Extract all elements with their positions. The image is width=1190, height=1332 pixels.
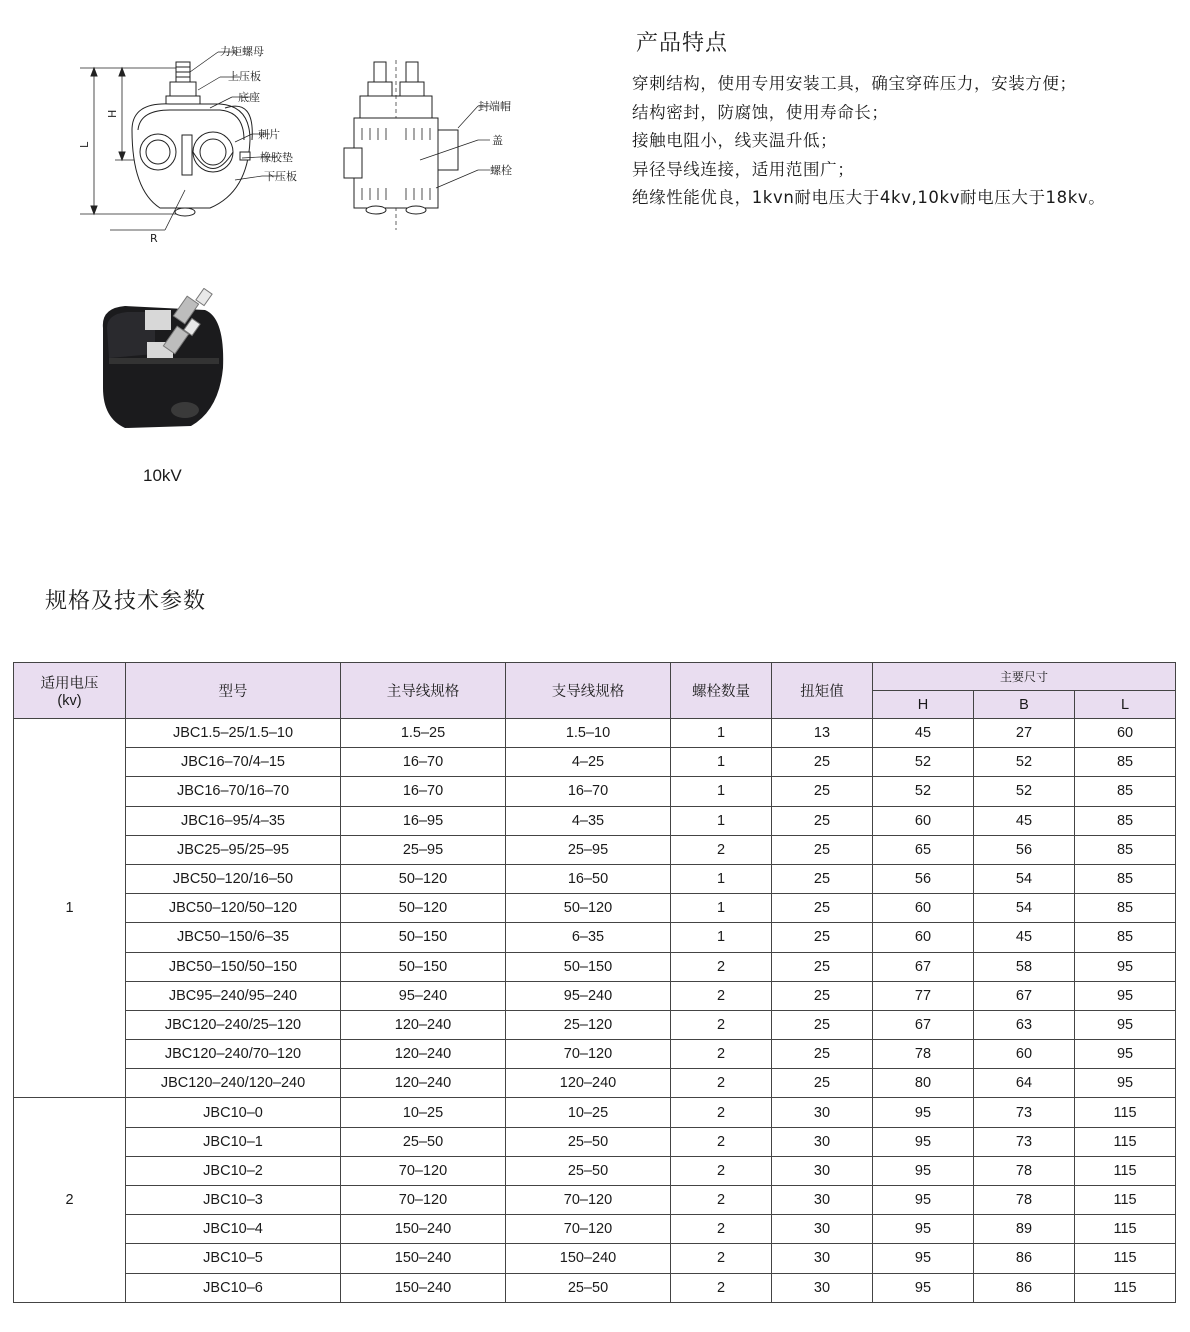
voltage-cell: 1 bbox=[14, 719, 126, 1098]
table-cell: 120–240 bbox=[506, 1069, 671, 1098]
table-cell: 150–240 bbox=[341, 1244, 506, 1273]
table-cell: 2 bbox=[671, 1186, 772, 1215]
table-cell: JBC1.5–25/1.5–10 bbox=[126, 719, 341, 748]
table-cell: 2 bbox=[671, 952, 772, 981]
table-cell: 85 bbox=[1075, 894, 1176, 923]
table-cell: 52 bbox=[974, 777, 1075, 806]
features-list bbox=[632, 70, 1105, 213]
table-row bbox=[14, 1127, 1176, 1156]
table-cell: 95 bbox=[873, 1215, 974, 1244]
table-cell: 115 bbox=[1075, 1186, 1176, 1215]
table-cell: 56 bbox=[974, 835, 1075, 864]
table-cell: 60 bbox=[1075, 719, 1176, 748]
table-row bbox=[14, 1040, 1176, 1069]
table-cell: JBC50–120/16–50 bbox=[126, 864, 341, 893]
label-lower-plate: 下压板 bbox=[264, 170, 297, 183]
table-cell: 85 bbox=[1075, 835, 1176, 864]
table-cell: 95 bbox=[1075, 952, 1176, 981]
table-row bbox=[14, 1010, 1176, 1039]
table-cell: 16–95 bbox=[341, 806, 506, 835]
table-cell: 2 bbox=[671, 1098, 772, 1127]
table-cell: JBC120–240/70–120 bbox=[126, 1040, 341, 1069]
table-cell: 1.5–25 bbox=[341, 719, 506, 748]
table-cell: JBC50–150/6–35 bbox=[126, 923, 341, 952]
table-cell: 70–120 bbox=[506, 1186, 671, 1215]
table-cell: 150–240 bbox=[506, 1244, 671, 1273]
table-row bbox=[14, 952, 1176, 981]
table-cell: 67 bbox=[873, 952, 974, 981]
table-cell: JBC50–150/50–150 bbox=[126, 952, 341, 981]
table-cell: 30 bbox=[772, 1273, 873, 1302]
table-cell: 6–35 bbox=[506, 923, 671, 952]
table-cell: 63 bbox=[974, 1010, 1075, 1039]
table-cell: 25–50 bbox=[506, 1273, 671, 1302]
table-cell: 67 bbox=[873, 1010, 974, 1039]
table-cell: 85 bbox=[1075, 806, 1176, 835]
table-cell: 50–120 bbox=[341, 864, 506, 893]
table-cell: 25 bbox=[772, 923, 873, 952]
table-cell: 2 bbox=[671, 1244, 772, 1273]
table-cell: 77 bbox=[873, 981, 974, 1010]
table-cell: 95–240 bbox=[506, 981, 671, 1010]
table-row bbox=[14, 1244, 1176, 1273]
table-cell: JBC10–5 bbox=[126, 1244, 341, 1273]
table-row bbox=[14, 923, 1176, 952]
table-cell: 115 bbox=[1075, 1244, 1176, 1273]
table-cell: 64 bbox=[974, 1069, 1075, 1098]
table-cell: JBC25–95/25–95 bbox=[126, 835, 341, 864]
table-row bbox=[14, 777, 1176, 806]
label-bolt: 螺栓 bbox=[490, 164, 512, 177]
table-cell: 45 bbox=[974, 923, 1075, 952]
table-cell: 120–240 bbox=[341, 1040, 506, 1069]
label-upper-plate: 上压板 bbox=[228, 70, 261, 83]
header-voltage-unit: (kv) bbox=[57, 693, 82, 709]
header-l: L bbox=[1075, 691, 1176, 719]
table-row bbox=[14, 1098, 1176, 1127]
table-cell: 95 bbox=[1075, 1010, 1176, 1039]
table-row bbox=[14, 1186, 1176, 1215]
feature-item: 绝缘性能优良，1kvn耐电压大于4kv,10kv耐电压大于18kv。 bbox=[632, 188, 1106, 208]
table-cell: 25–120 bbox=[506, 1010, 671, 1039]
table-cell: 54 bbox=[974, 864, 1075, 893]
table-cell: 30 bbox=[772, 1127, 873, 1156]
table-row bbox=[14, 835, 1176, 864]
table-cell: 95 bbox=[1075, 1069, 1176, 1098]
table-cell: 95 bbox=[1075, 1040, 1176, 1069]
voltage-cell: 2 bbox=[14, 1098, 126, 1302]
table-cell: 30 bbox=[772, 1244, 873, 1273]
table-cell: 95 bbox=[873, 1098, 974, 1127]
header-model: 型号 bbox=[126, 663, 341, 719]
table-cell: 30 bbox=[772, 1215, 873, 1244]
table-row bbox=[14, 894, 1176, 923]
table-cell: 60 bbox=[974, 1040, 1075, 1069]
label-end-cap: 封端帽 bbox=[478, 100, 511, 113]
table-cell: 1 bbox=[671, 923, 772, 952]
table-cell: 1 bbox=[671, 777, 772, 806]
label-base: 底座 bbox=[238, 91, 260, 104]
table-cell: 25–50 bbox=[506, 1127, 671, 1156]
photo-caption: 10kV bbox=[143, 466, 182, 485]
table-cell: 1.5–10 bbox=[506, 719, 671, 748]
table-cell: 45 bbox=[873, 719, 974, 748]
header-h: H bbox=[873, 691, 974, 719]
table-cell: JBC16–70/4–15 bbox=[126, 748, 341, 777]
feature-item: 结构密封，防腐蚀，使用寿命长； bbox=[632, 102, 889, 122]
table-cell: 25 bbox=[772, 1040, 873, 1069]
label-dim-H: H bbox=[106, 109, 119, 118]
table-cell: 27 bbox=[974, 719, 1075, 748]
table-cell: 16–50 bbox=[506, 864, 671, 893]
table-row bbox=[14, 806, 1176, 835]
table-cell: 50–150 bbox=[341, 923, 506, 952]
table-cell: 115 bbox=[1075, 1127, 1176, 1156]
table-cell: 89 bbox=[974, 1215, 1075, 1244]
table-cell: 16–70 bbox=[341, 777, 506, 806]
table-cell: 73 bbox=[974, 1098, 1075, 1127]
label-cover: 盖 bbox=[492, 134, 503, 147]
table-row bbox=[14, 981, 1176, 1010]
table-cell: 60 bbox=[873, 806, 974, 835]
table-cell: 85 bbox=[1075, 864, 1176, 893]
table-cell: 52 bbox=[873, 777, 974, 806]
table-cell: JBC10–4 bbox=[126, 1215, 341, 1244]
table-cell: 58 bbox=[974, 952, 1075, 981]
table-cell: 4–35 bbox=[506, 806, 671, 835]
table-cell: 115 bbox=[1075, 1215, 1176, 1244]
table-cell: 2 bbox=[671, 1127, 772, 1156]
table-cell: 2 bbox=[671, 1040, 772, 1069]
table-cell: 60 bbox=[873, 923, 974, 952]
label-dim-R: R bbox=[150, 232, 158, 245]
label-torque-nut: 力矩螺母 bbox=[220, 45, 264, 58]
table-cell: 30 bbox=[772, 1156, 873, 1185]
table-cell: 25 bbox=[772, 952, 873, 981]
header-main-wire: 主导线规格 bbox=[341, 663, 506, 719]
table-cell: 25 bbox=[772, 1010, 873, 1039]
table-cell: 54 bbox=[974, 894, 1075, 923]
table-cell: 25–95 bbox=[506, 835, 671, 864]
table-cell: 1 bbox=[671, 864, 772, 893]
table-cell: 1 bbox=[671, 894, 772, 923]
table-cell: JBC10–0 bbox=[126, 1098, 341, 1127]
feature-item: 接触电阻小，线夹温升低； bbox=[632, 131, 838, 151]
table-cell: 78 bbox=[974, 1156, 1075, 1185]
table-cell: 10–25 bbox=[506, 1098, 671, 1127]
table-cell: 25 bbox=[772, 748, 873, 777]
table-cell: 16–70 bbox=[506, 777, 671, 806]
table-row bbox=[14, 1069, 1176, 1098]
table-cell: 30 bbox=[772, 1098, 873, 1127]
table-cell: 67 bbox=[974, 981, 1075, 1010]
table-cell: 2 bbox=[671, 1273, 772, 1302]
table-cell: JBC120–240/120–240 bbox=[126, 1069, 341, 1098]
table-cell: 25 bbox=[772, 864, 873, 893]
table-cell: 50–120 bbox=[341, 894, 506, 923]
header-voltage bbox=[14, 663, 126, 719]
table-cell: 25 bbox=[772, 777, 873, 806]
spec-table-body bbox=[14, 719, 1176, 1303]
table-cell: JBC10–6 bbox=[126, 1273, 341, 1302]
spec-title: 规格及技术参数 bbox=[45, 589, 207, 614]
table-row bbox=[14, 719, 1176, 748]
table-cell: 45 bbox=[974, 806, 1075, 835]
table-cell: 25 bbox=[772, 835, 873, 864]
table-cell: 120–240 bbox=[341, 1010, 506, 1039]
header-bolt-count: 螺栓数量 bbox=[671, 663, 772, 719]
spec-table bbox=[13, 662, 1176, 1303]
table-cell: 25–50 bbox=[506, 1156, 671, 1185]
table-cell: JBC50–120/50–120 bbox=[126, 894, 341, 923]
table-cell: 95–240 bbox=[341, 981, 506, 1010]
table-cell: 4–25 bbox=[506, 748, 671, 777]
product-photo bbox=[95, 288, 235, 438]
table-cell: 25 bbox=[772, 1069, 873, 1098]
table-cell: 2 bbox=[671, 1215, 772, 1244]
table-cell: 16–70 bbox=[341, 748, 506, 777]
table-cell: 2 bbox=[671, 981, 772, 1010]
label-dim-L: L bbox=[78, 141, 91, 148]
table-cell: JBC95–240/95–240 bbox=[126, 981, 341, 1010]
header-branch-wire: 支导线规格 bbox=[506, 663, 671, 719]
table-cell: 25–95 bbox=[341, 835, 506, 864]
table-cell: 95 bbox=[873, 1244, 974, 1273]
table-cell: 95 bbox=[1075, 981, 1176, 1010]
table-cell: 52 bbox=[974, 748, 1075, 777]
label-blade: 刺片 bbox=[258, 128, 280, 141]
table-cell: 115 bbox=[1075, 1273, 1176, 1302]
table-cell: JBC10–2 bbox=[126, 1156, 341, 1185]
header-main-dims: 主要尺寸 bbox=[873, 663, 1176, 691]
table-cell: JBC16–95/4–35 bbox=[126, 806, 341, 835]
table-cell: 95 bbox=[873, 1127, 974, 1156]
table-cell: 1 bbox=[671, 748, 772, 777]
feature-item: 穿刺结构，使用专用安装工具，确宝穿砗压力，安装方便； bbox=[632, 74, 1077, 93]
table-cell: 52 bbox=[873, 748, 974, 777]
table-cell: 70–120 bbox=[506, 1040, 671, 1069]
table-cell: 70–120 bbox=[506, 1215, 671, 1244]
table-cell: 10–25 bbox=[341, 1098, 506, 1127]
table-cell: 115 bbox=[1075, 1098, 1176, 1127]
table-cell: 25–50 bbox=[341, 1127, 506, 1156]
table-cell: 50–150 bbox=[341, 952, 506, 981]
header-voltage-label: 适用电压 bbox=[40, 676, 99, 692]
header-torque: 扭矩值 bbox=[772, 663, 873, 719]
table-cell: 56 bbox=[873, 864, 974, 893]
table-cell: 2 bbox=[671, 1156, 772, 1185]
table-cell: 50–120 bbox=[506, 894, 671, 923]
table-row bbox=[14, 1156, 1176, 1185]
features-title: 产品特点 bbox=[636, 31, 729, 56]
table-cell: 95 bbox=[873, 1186, 974, 1215]
table-cell: 50–150 bbox=[506, 952, 671, 981]
clamp-technical-drawing bbox=[70, 40, 550, 250]
table-cell: 2 bbox=[671, 835, 772, 864]
table-cell: 86 bbox=[974, 1244, 1075, 1273]
label-rubber-pad: 橡胶垫 bbox=[260, 151, 293, 164]
table-cell: 2 bbox=[671, 1069, 772, 1098]
table-cell: 60 bbox=[873, 894, 974, 923]
table-cell: JBC120–240/25–120 bbox=[126, 1010, 341, 1039]
table-cell: 25 bbox=[772, 806, 873, 835]
table-cell: 25 bbox=[772, 894, 873, 923]
table-cell: 85 bbox=[1075, 777, 1176, 806]
table-cell: 70–120 bbox=[341, 1186, 506, 1215]
table-cell: JBC16–70/16–70 bbox=[126, 777, 341, 806]
table-cell: 25 bbox=[772, 981, 873, 1010]
table-row bbox=[14, 748, 1176, 777]
table-cell: 78 bbox=[873, 1040, 974, 1069]
table-cell: 1 bbox=[671, 806, 772, 835]
table-cell: 95 bbox=[873, 1156, 974, 1185]
feature-item: 异径导线连接，适用范围广； bbox=[632, 159, 855, 179]
table-row bbox=[14, 864, 1176, 893]
table-row bbox=[14, 1215, 1176, 1244]
table-cell: 150–240 bbox=[341, 1273, 506, 1302]
table-cell: JBC10–1 bbox=[126, 1127, 341, 1156]
table-cell: 30 bbox=[772, 1186, 873, 1215]
table-cell: 95 bbox=[873, 1273, 974, 1302]
clamp-front-view bbox=[344, 60, 490, 230]
table-cell: 85 bbox=[1075, 748, 1176, 777]
header-b: B bbox=[974, 691, 1075, 719]
table-cell: 86 bbox=[974, 1273, 1075, 1302]
table-cell: 78 bbox=[974, 1186, 1075, 1215]
table-cell: 73 bbox=[974, 1127, 1075, 1156]
table-cell: 115 bbox=[1075, 1156, 1176, 1185]
table-cell: 65 bbox=[873, 835, 974, 864]
table-cell: 85 bbox=[1075, 923, 1176, 952]
table-cell: 80 bbox=[873, 1069, 974, 1098]
table-cell: JBC10–3 bbox=[126, 1186, 341, 1215]
table-cell: 13 bbox=[772, 719, 873, 748]
table-row bbox=[14, 1273, 1176, 1302]
table-cell: 150–240 bbox=[341, 1215, 506, 1244]
table-cell: 70–120 bbox=[341, 1156, 506, 1185]
table-cell: 2 bbox=[671, 1010, 772, 1039]
table-cell: 1 bbox=[671, 719, 772, 748]
table-cell: 120–240 bbox=[341, 1069, 506, 1098]
